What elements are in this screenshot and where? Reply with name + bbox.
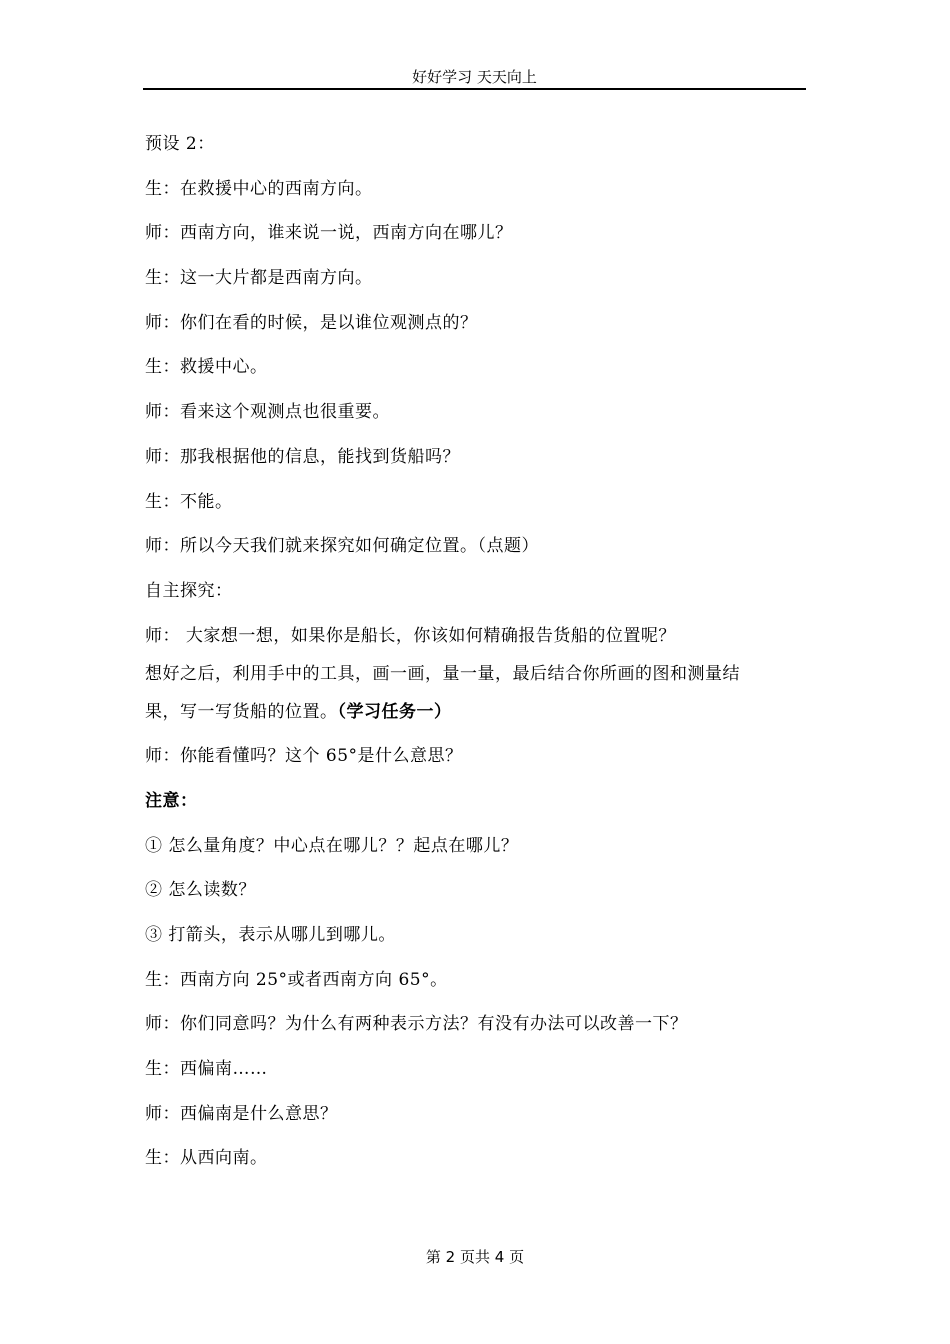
paragraph: 师：你们同意吗？为什么有两种表示方法？有没有办法可以改善一下？: [145, 1014, 688, 1035]
paragraph: 师：看来这个观测点也很重要。: [145, 402, 390, 423]
paragraph: 师：你能看懂吗？这个 65°是什么意思？: [145, 746, 463, 767]
paragraph: 生：这一大片都是西南方向。: [145, 268, 373, 289]
paragraph: 师：西偏南是什么意思？: [145, 1103, 338, 1124]
paragraph: 生：西偏南……: [145, 1059, 268, 1080]
list-item: ② 怎么读数？: [145, 880, 256, 901]
page-footer: 第 2 页共 4 页: [425, 1248, 525, 1266]
paragraph: 预设 2：: [145, 134, 215, 154]
header-divider: [143, 88, 806, 90]
paragraph: 师：西南方向，谁来说一说，西南方向在哪儿？: [145, 223, 513, 244]
paragraph: 生：从西向南。: [145, 1148, 268, 1169]
list-item: ① 怎么量角度？中心点在哪儿？？起点在哪儿？: [145, 835, 519, 856]
paragraph: 生：西南方向 25°或者西南方向 65°。: [145, 969, 448, 990]
page-header: 好好学习 天天向上: [412, 68, 537, 86]
paragraph: 师：你们在看的时候，是以谁位观测点的？: [145, 312, 478, 333]
paragraph-line: 想好之后，利用手中的工具，画一画，量一量，最后结合你所画的图和测量结: [145, 663, 740, 684]
paragraph: 生：救援中心。: [145, 357, 268, 378]
task-label: （学习任务一）: [337, 701, 452, 722]
paragraph: 生：不能。: [145, 491, 233, 512]
section-heading: 自主探究：: [145, 580, 233, 601]
list-item: ③ 打箭头，表示从哪儿到哪儿。: [145, 925, 396, 945]
note-heading: 注意：: [145, 790, 198, 811]
paragraph: 师：所以今天我们就来探究如何确定位置。（点题）: [145, 536, 539, 557]
paragraph-line: [145, 698, 810, 726]
document-body: [145, 130, 810, 1189]
paragraph: 师：那我根据他的信息，能找到货船吗？: [145, 446, 460, 467]
paragraph: 师： 大家想一想，如果你是船长，你该如何精确报告货船的位置呢？: [145, 625, 676, 646]
paragraph: 生：在救援中心的西南方向。: [145, 178, 373, 199]
task-text: 果，写一写货船的位置。: [145, 701, 338, 722]
